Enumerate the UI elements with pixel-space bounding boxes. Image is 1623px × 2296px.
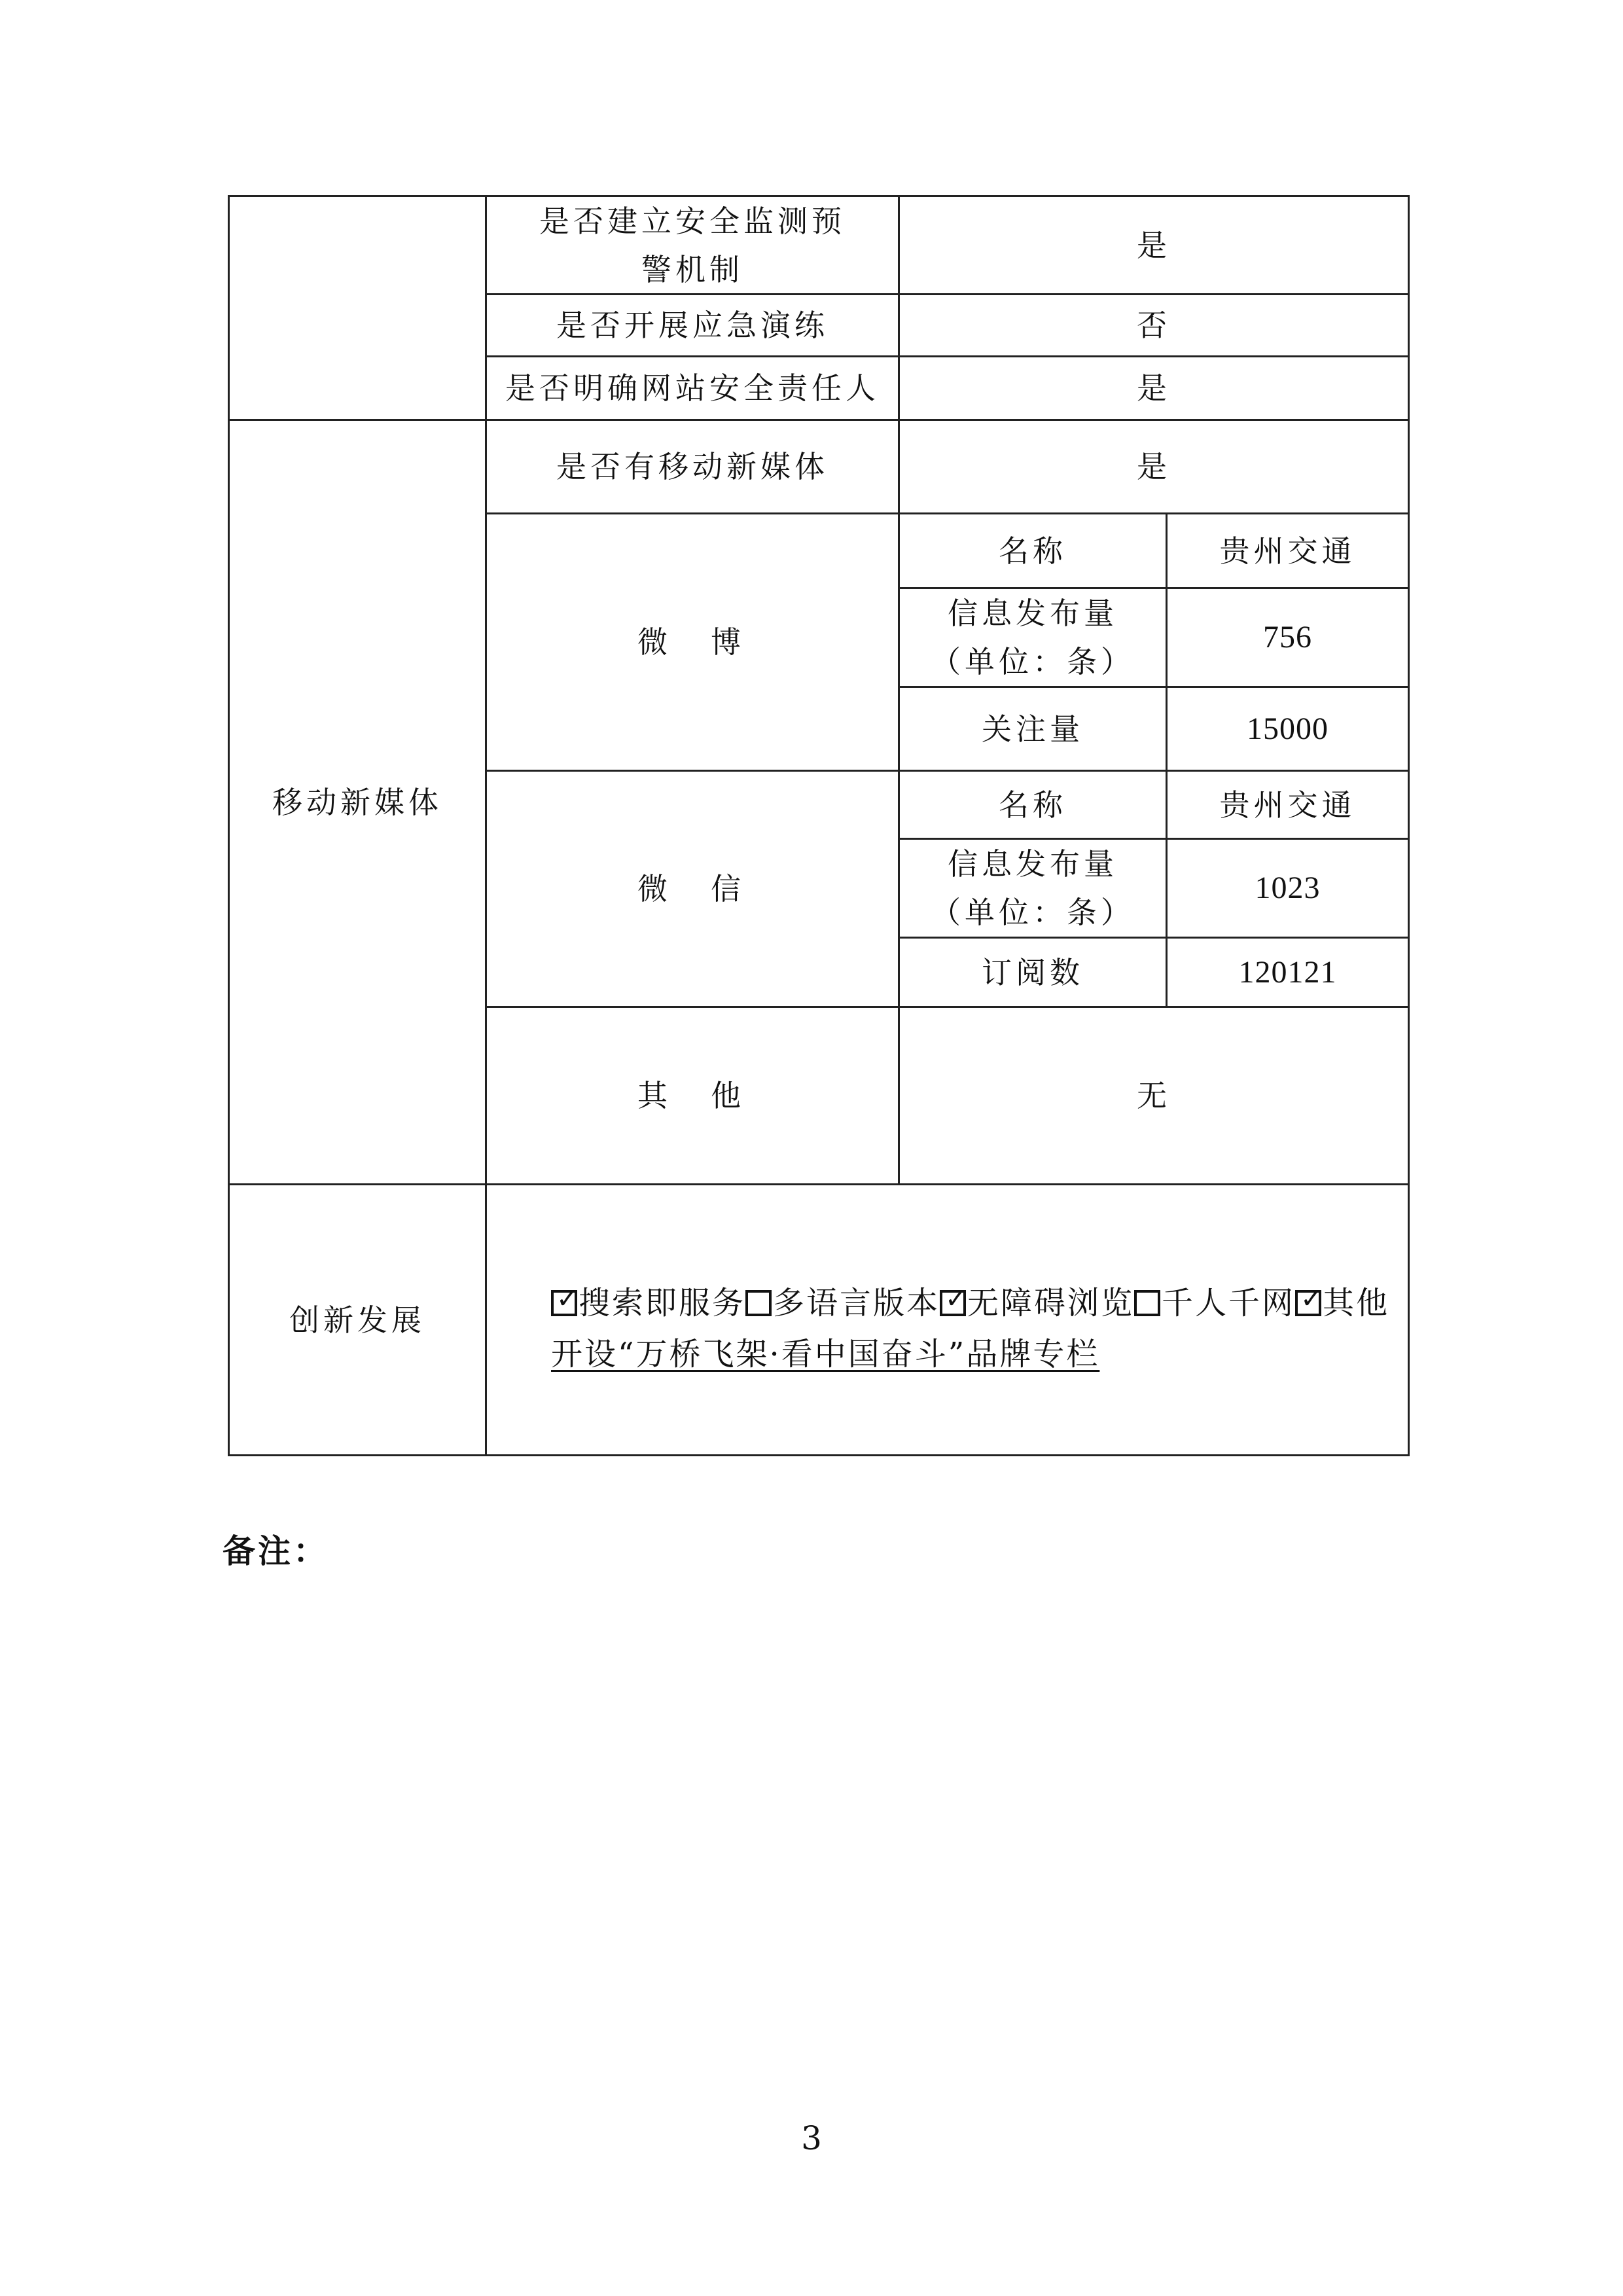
wechat-posts-label: 信息发布量（单位：条）: [931, 846, 1135, 930]
weibo-label: 微 博: [637, 624, 747, 660]
option-multilingual[interactable]: 多语言版本: [745, 1285, 940, 1321]
mobile-media-section-label: 移动新媒体: [272, 784, 442, 820]
emergency-drill-label: 是否开展应急演练: [556, 308, 829, 343]
weibo-follow-value: 15000: [1247, 711, 1329, 746]
wechat-subscribe-label: 订阅数: [982, 954, 1084, 990]
weibo-name-label: 名称: [999, 533, 1067, 569]
innovation-options: [551, 1278, 1421, 1380]
unchecked-checkbox-icon[interactable]: [1134, 1290, 1160, 1316]
wechat-name-label: 名称: [999, 787, 1067, 823]
other-media-value: 无: [1137, 1078, 1171, 1113]
wechat-posts-value: 1023: [1255, 870, 1321, 905]
wechat-label: 微 信: [637, 871, 747, 906]
security-monitoring-value: 是: [1137, 227, 1171, 263]
option-personalized[interactable]: 千人千网: [1134, 1285, 1295, 1321]
innovation-other-text: 开设“万桥飞架·看中国奋斗”品牌专栏: [551, 1336, 1100, 1372]
weibo-posts-label: 信息发布量（单位：条）: [931, 596, 1135, 679]
checked-checkbox-icon[interactable]: ✓: [1295, 1290, 1321, 1316]
security-monitoring-label: 是否建立安全监测预警机制: [539, 203, 846, 287]
option-accessible-browsing[interactable]: ✓ 无障碍浏览: [940, 1285, 1134, 1321]
wechat-name-value: 贵州交通: [1219, 787, 1356, 823]
remarks-label: 备注：: [223, 1532, 329, 1570]
weibo-name-value: 贵州交通: [1219, 533, 1356, 569]
option-search-service[interactable]: ✓ 搜索即服务: [551, 1285, 745, 1321]
other-media-label: 其 他: [637, 1078, 747, 1113]
page-number: 3: [801, 2119, 822, 2157]
weibo-follow-label: 关注量: [982, 711, 1084, 747]
weibo-posts-value: 756: [1263, 620, 1312, 655]
wechat-subscribe-value: 120121: [1238, 954, 1337, 990]
security-responsible-label: 是否明确网站安全责任人: [505, 370, 880, 406]
has-mobile-media-value: 是: [1137, 449, 1171, 484]
innovation-options-line: [551, 1278, 1421, 1329]
checked-checkbox-icon[interactable]: ✓: [551, 1290, 577, 1316]
emergency-drill-value: 否: [1137, 308, 1171, 343]
security-responsible-value: 是: [1137, 370, 1171, 406]
unchecked-checkbox-icon[interactable]: [745, 1290, 772, 1316]
has-mobile-media-label: 是否有移动新媒体: [556, 449, 829, 484]
checked-checkbox-icon[interactable]: ✓: [940, 1290, 966, 1316]
option-other[interactable]: ✓ 其他: [1295, 1285, 1389, 1321]
innovation-section-label: 创新发展: [289, 1302, 425, 1338]
